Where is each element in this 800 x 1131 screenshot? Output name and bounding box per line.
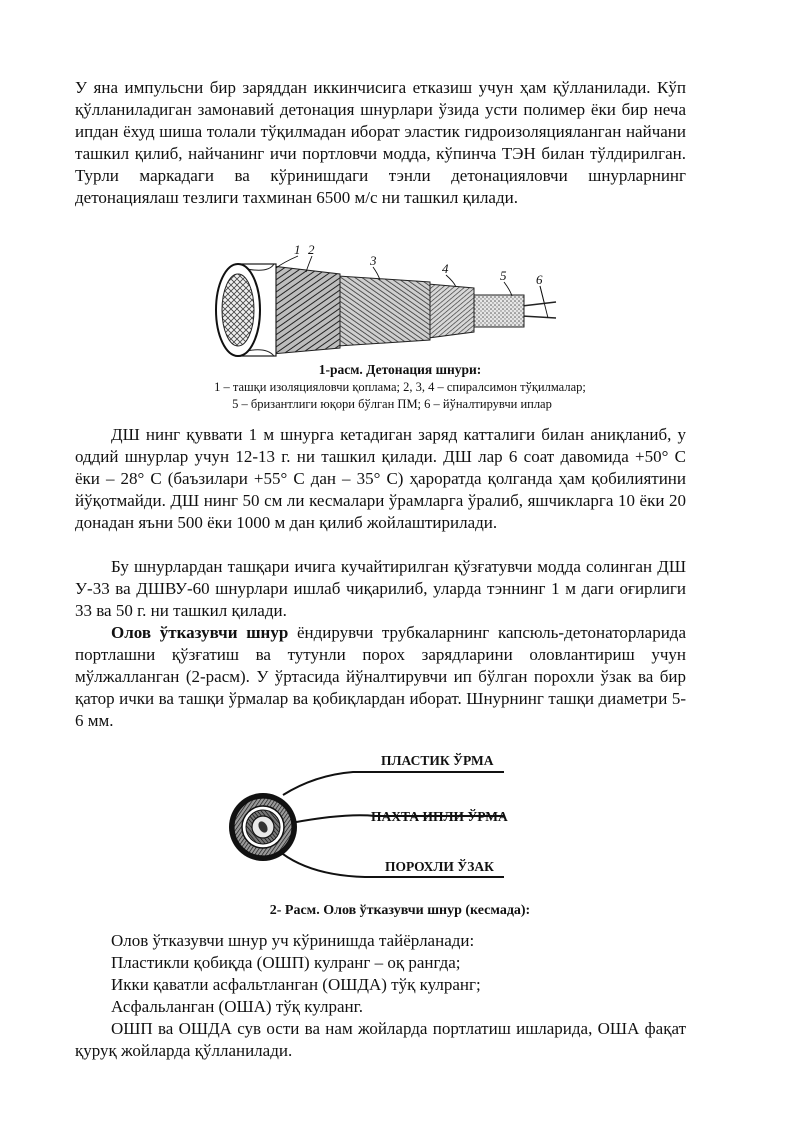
figure-2-fuse-cord-section — [225, 745, 525, 895]
braid-layer-3 — [338, 276, 430, 346]
figure-2-title: 2- Расм. Олов ўтказувчи шнур (кесмада): — [269, 903, 531, 918]
leader-line-1 — [283, 772, 504, 795]
figure-1-legend-line-1: 1 – ташқи изоляцияловчи қоплама; 2, 3, 4 – спиралсимон тўқилмалар; — [214, 380, 586, 394]
label-cotton-thread-braid: ПАХТА ИПЛИ ЎРМА — [371, 809, 508, 824]
braid-layer-4 — [428, 284, 474, 338]
callout-5: 5 — [500, 268, 507, 283]
label-plastic-braid: ПЛАСТИК ЎРМА — [381, 753, 494, 768]
figure-1-detonating-cord — [210, 240, 570, 360]
callout-1: 1 — [294, 242, 301, 257]
paragraph-4-text: ёндирувчи трубкаларнинг капсюль-детонаторларида портлашни қўзғатиш ва тутунли порох зарядларини оловлантириш учун мўлжалланган (2-расм). У ўртасида йўналтирувчи ип бўлган порохли ўзак ва бир қатор ички ва ташқи ўрмалар ва қобиқлардан иборат. Шнурнинг ташқи диаметри 5-6 мм. — [75, 623, 686, 730]
figure-1-title: 1-расм. Детонация шнури: — [318, 362, 482, 377]
callout-3: 3 — [370, 253, 377, 268]
paragraph-4 — [75, 622, 686, 732]
callout-2: 2 — [308, 242, 315, 257]
list-line-3: Икки қаватли асфальтланган (ОШДА) тўқ кулранг; — [111, 975, 481, 994]
figure-1-legend-line-2: 5 – бризантлиги юқори бўлган ПМ; 6 – йўналтирувчи иплар — [232, 397, 552, 411]
paragraph-3: Бу шнурлардан ташқари ичига кучайтирилган қўзғатувчи модда солинган ДШ У-33 ва ДШВУ-60 шнурлари ишлаб чиқарилиб, уларда тэннинг 1 м даги оғирлиги 33 ва 50 г. ни ташкил қилади. — [75, 557, 686, 620]
callout-6: 6 — [536, 272, 543, 287]
paragraph-2: ДШ нинг қуввати 1 м шнурга кетадиган заряд катталиги билан аниқланиб, у оддий шнурлар учун 12-13 г. ни ташкил қилади. ДШ лар 6 соат давомида +50° С ёки – 28° С (баъзилари +55° С дан – 35° С) ҳароратда қолганда ҳам қобилиятини йўқотмайди. ДШ нинг 50 см ли кесмалари ўрамларга ўралиб, яшчикларга 10 ёки 20 донадан яъни 500 ёки 1000 м дан қилиб жойлаштирилади. — [75, 425, 686, 532]
paragraph-1: У яна импульсни бир заряддан иккинчисига етказиш учун ҳам қўлланилади. Кўп қўлланиладиган замонавий детонация шнурлари ўзида усти полимер ёки бир неча ипдан ёхуд шиша толали тўқилмадан иборат эластик гидроизоляцияланган найчани ташкил қилиб, найчанинг ичи портловчи модда, кўпинча ТЭН билан тўлдирилган. Турли маркадаги ва кўринишдаги тэнли детонацияловчи шнурларнинг детонациялаш тезлиги тахминан 6500 м/с ни ташкил қилади. — [75, 78, 686, 207]
guide-thread-2 — [522, 316, 556, 318]
term-fuse-cord: Олов ўтказувчи шнур — [111, 623, 289, 642]
list-line-1: Олов ўтказувчи шнур уч кўринишда тайёрланади: — [111, 931, 475, 950]
list-line-2: Пластикли қобиқда (ОШП) кулранг – оқ рангда; — [111, 953, 461, 972]
braid-layer-2 — [272, 266, 340, 354]
list-line-4: Асфальланган (ОША) тўқ кулранг. — [111, 997, 363, 1016]
guide-thread-1 — [522, 302, 556, 306]
explosive-core — [472, 295, 524, 327]
paragraph-5: ОШП ва ОШДА сув ости ва нам жойларда портлатиш ишларида, ОША фақат қуруқ жойларда қўлланилади. — [75, 1019, 686, 1060]
callout-4: 4 — [442, 261, 449, 276]
label-powder-core: ПОРОХЛИ ЎЗАК — [385, 859, 494, 874]
